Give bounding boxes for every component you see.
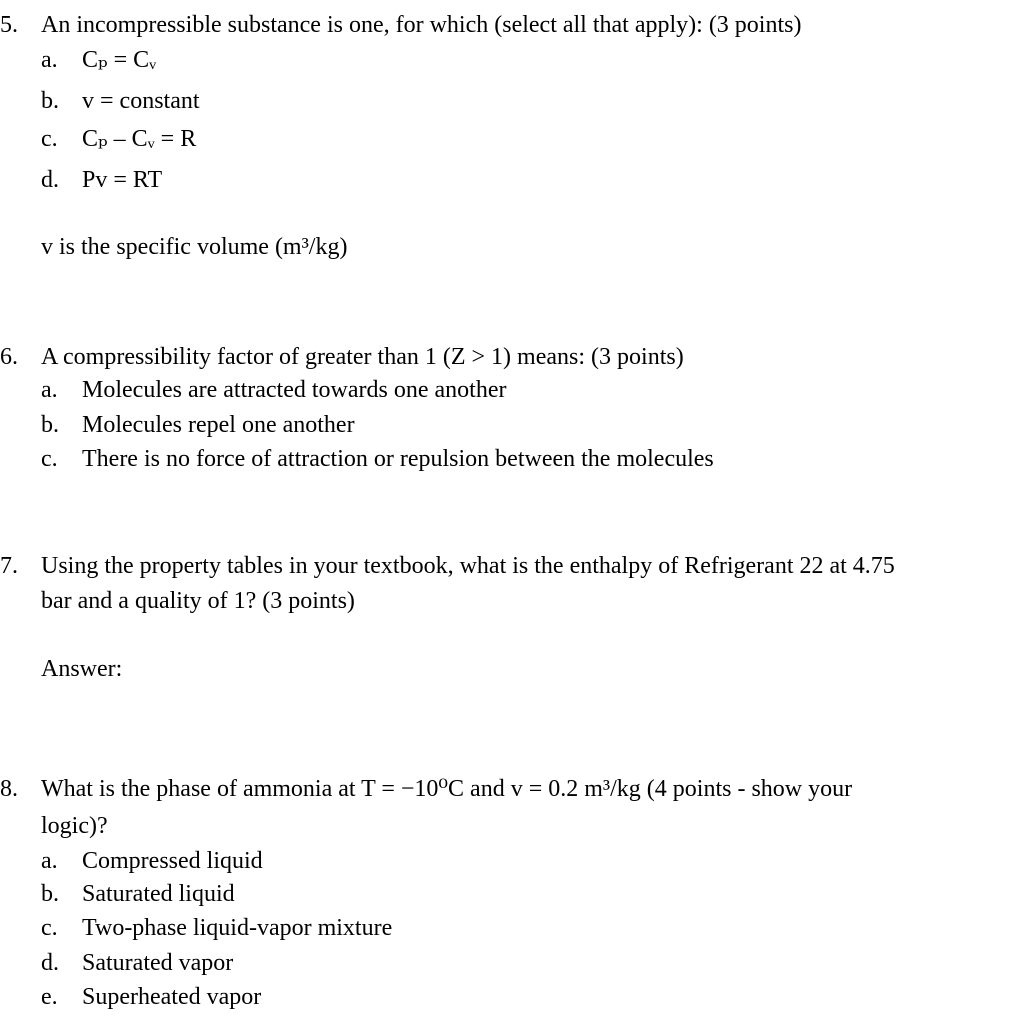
option-letter: b.	[41, 412, 59, 438]
option-letter: a.	[41, 377, 58, 403]
question-text-line-2: logic)?	[41, 813, 108, 839]
option-letter: e.	[41, 984, 58, 1010]
option-text: Saturated vapor	[82, 950, 234, 976]
option-letter: d.	[41, 950, 59, 976]
question-text-line-1: Using the property tables in your textbook, what is the enthalpy of Refrigerant 22 at 4.75	[41, 553, 895, 579]
question-text-line-1: What is the phase of ammonia at T = −10⁰C and v = 0.2 m³/kg (4 points - show your	[41, 776, 853, 802]
option-b	[0, 880, 1024, 908]
question-number: 5.	[0, 12, 18, 38]
question-number: 6.	[0, 344, 18, 370]
option-a	[0, 847, 1024, 875]
option-d	[0, 949, 1024, 977]
option-text: Two-phase liquid-vapor mixture	[82, 915, 393, 941]
option-text: v = constant	[82, 88, 200, 114]
question-text-line-2: bar and a quality of 1? (3 points)	[41, 588, 355, 614]
option-letter: d.	[41, 167, 59, 193]
question-8	[0, 775, 1024, 803]
option-a	[0, 46, 1024, 74]
option-text: Cₚ = Cᵥ	[82, 47, 157, 73]
option-text: There is no force of attraction or repulsion between the molecules	[82, 446, 714, 472]
question-text: An incompressible substance is one, for which (select all that apply): (3 points)	[41, 12, 802, 38]
option-letter: b.	[41, 881, 59, 907]
option-c	[0, 125, 1024, 153]
option-letter: b.	[41, 88, 59, 114]
question-text: A compressibility factor of greater than 1 (Z > 1) means: (3 points)	[41, 344, 684, 370]
option-b	[0, 87, 1024, 115]
option-c	[0, 445, 1024, 473]
option-d	[0, 166, 1024, 194]
question-6	[0, 343, 1024, 371]
option-letter: c.	[41, 126, 58, 152]
question-5	[0, 11, 1024, 39]
option-text: Superheated vapor	[82, 984, 262, 1010]
option-b	[0, 411, 1024, 439]
option-a	[0, 376, 1024, 404]
option-text: Compressed liquid	[82, 848, 263, 874]
option-e	[0, 983, 1024, 1011]
answer-label: Answer:	[41, 656, 123, 682]
option-text: Molecules are attracted towards one another	[82, 377, 507, 403]
question-7	[0, 552, 1024, 580]
question-number: 8.	[0, 776, 18, 802]
option-text: Cₚ – Cᵥ = R	[82, 126, 197, 152]
option-letter: a.	[41, 47, 58, 73]
option-letter: c.	[41, 915, 58, 941]
question-number: 7.	[0, 553, 18, 579]
option-text: Pv = RT	[82, 167, 163, 193]
option-letter: a.	[41, 848, 58, 874]
option-c	[0, 914, 1024, 942]
option-text: Molecules repel one another	[82, 412, 355, 438]
option-text: Saturated liquid	[82, 881, 235, 907]
option-letter: c.	[41, 446, 58, 472]
specific-volume-note: v is the specific volume (m³/kg)	[41, 234, 348, 260]
